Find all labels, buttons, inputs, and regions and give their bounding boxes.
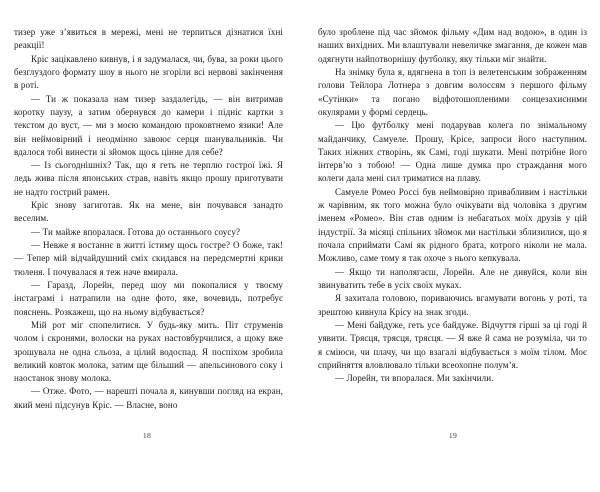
page-left-text-block <box>14 26 283 412</box>
page-right <box>300 0 600 492</box>
paragraph: Кріс знову загиготав. Як на мене, він почувався занадто веселим. <box>14 200 283 224</box>
page-number-left: 18 <box>142 431 152 440</box>
paragraph: Мій рот міг спопелитися. У будь-яку мить. Піт струменів чолом і скронями, волоски на руках настовбурчилися, а щоку вже зрошувала не одна сльоза, а цілий водоспад. Я поспіхом зробила великий ковток молока, затим ще більший — апельсинового соку і наостанок знову молока. <box>14 319 283 384</box>
paragraph: — Отже. Фото, — нарешті почала я, кинувши погляд на екран, який мені підсунув Кріс. — Власне, воно <box>14 386 283 410</box>
paragraph: — Якщо ти наполягаєш, Лорейн. Але не дивуйся, коли він звинуватить тебе в усіх своїх муках. <box>318 266 587 290</box>
paragraph: — Ти майже впоралася. Готова до останнього соусу? <box>31 226 241 237</box>
paragraph: було зроблене під час зйомок фільму «Дим над водою», в один із наших вихідних. Ми влаштували невеличке змагання, де кожен мав одягнути найпотворнішу футболку, яку тільки міг знайти. <box>318 27 587 64</box>
paragraph: — Гаразд, Лорейн, перед шоу ми покопалися у твоєму інстаграмі і натрапили на одне фото, яке, вочевидь, потребує пояснень. Розкажеш, що на ньому відбувається? <box>14 279 283 317</box>
paragraph: — Лорейн, ти впоралася. Ми закінчили. <box>335 373 494 384</box>
page-number-right: 19 <box>448 431 458 440</box>
paragraph: тизер уже з’явиться в мережі, мені не терпиться дізнатися їхні реакції! <box>14 27 283 51</box>
paragraph: — Невже я востаннє в житті їстиму щось гостре? О боже, так! — Тепер мій відчайдушний сміх скидався на передсмертні крики тюленя. І почувалася я теж наче вмирала. <box>14 240 283 277</box>
paragraph: — Ти ж показала нам тизер заздалегідь, — він витримав коротку паузу, а затим обернувся до камери і підніс картки з текстом до вуст, — ми з моєю командою проковтнемо язики! Але він неймовірний і неодмінно завоює серця шанувальників. Чи вдалося тобі винести зі зйомок щось цінне для себе? <box>14 93 283 157</box>
page-right-text-block <box>318 26 587 385</box>
paragraph: — Із сьогоднішніх? Так, що я геть не терплю гострої їжі. Я ледь жива після японських страв, навіть якщо прошу приготувати не надто гострий рамен. <box>14 160 283 197</box>
paragraph: Самуеле Ромео Россі був неймовірно привабливим і настільки ж чарівним, як того можна було очікувати від чоловіка з другим іменем «Ромео». Він став одним із небагатьох моїх друзів у цій індустрії. За місяці спільних зйомок ми настільки зблизилися, що я почала сприймати Самі як рідного брата, котрого ніколи не мала. Можливо, саме тому я так охоче з нього кепкувала. <box>318 186 587 264</box>
paragraph: Я захитала головою, пориваючись вгамувати вогонь у роті, та зрештою кивнула Крісу на знак згоди. <box>318 293 587 317</box>
paragraph: — Цю футболку мені подарував колега по знімальному майданчику, Самуеле. Прошу, Крісе, запроси його наступним. Таких ніжних створінь, як Самі, годі шукати. Мені потрібне його інтерв’ю з тобою! — Одна лише думка про страждання мого колеги дала мені сил триматися на плаву. <box>318 120 587 184</box>
paragraph: На знімку була я, вдягнена в топ із велетенським зображенням голови Тейлора Лотнера з довгим волоссям з першого фільму «Сутінки» та погано відфотошопленими сонцезахисними окулярами у формі сердець. <box>318 66 587 117</box>
paragraph: Кріс зацікавлено кивнув, і я задумалася, чи, бува, за роки цього безглуздого формату шоу в нього не згоріли всі нервові закінчення в роті. <box>14 53 283 91</box>
paragraph: — Мені байдуже, геть усе байдуже. Відчуття гірші за ці годі й уявити. Трясця, трясця, трясця. — Я вже й сама не розуміла, чи то я сміюси, чи плачу, чи що взагалі відбувається з моїм тілом. Моє сприйняття вловлювало тільки всеохопне полум’я. <box>318 319 587 370</box>
